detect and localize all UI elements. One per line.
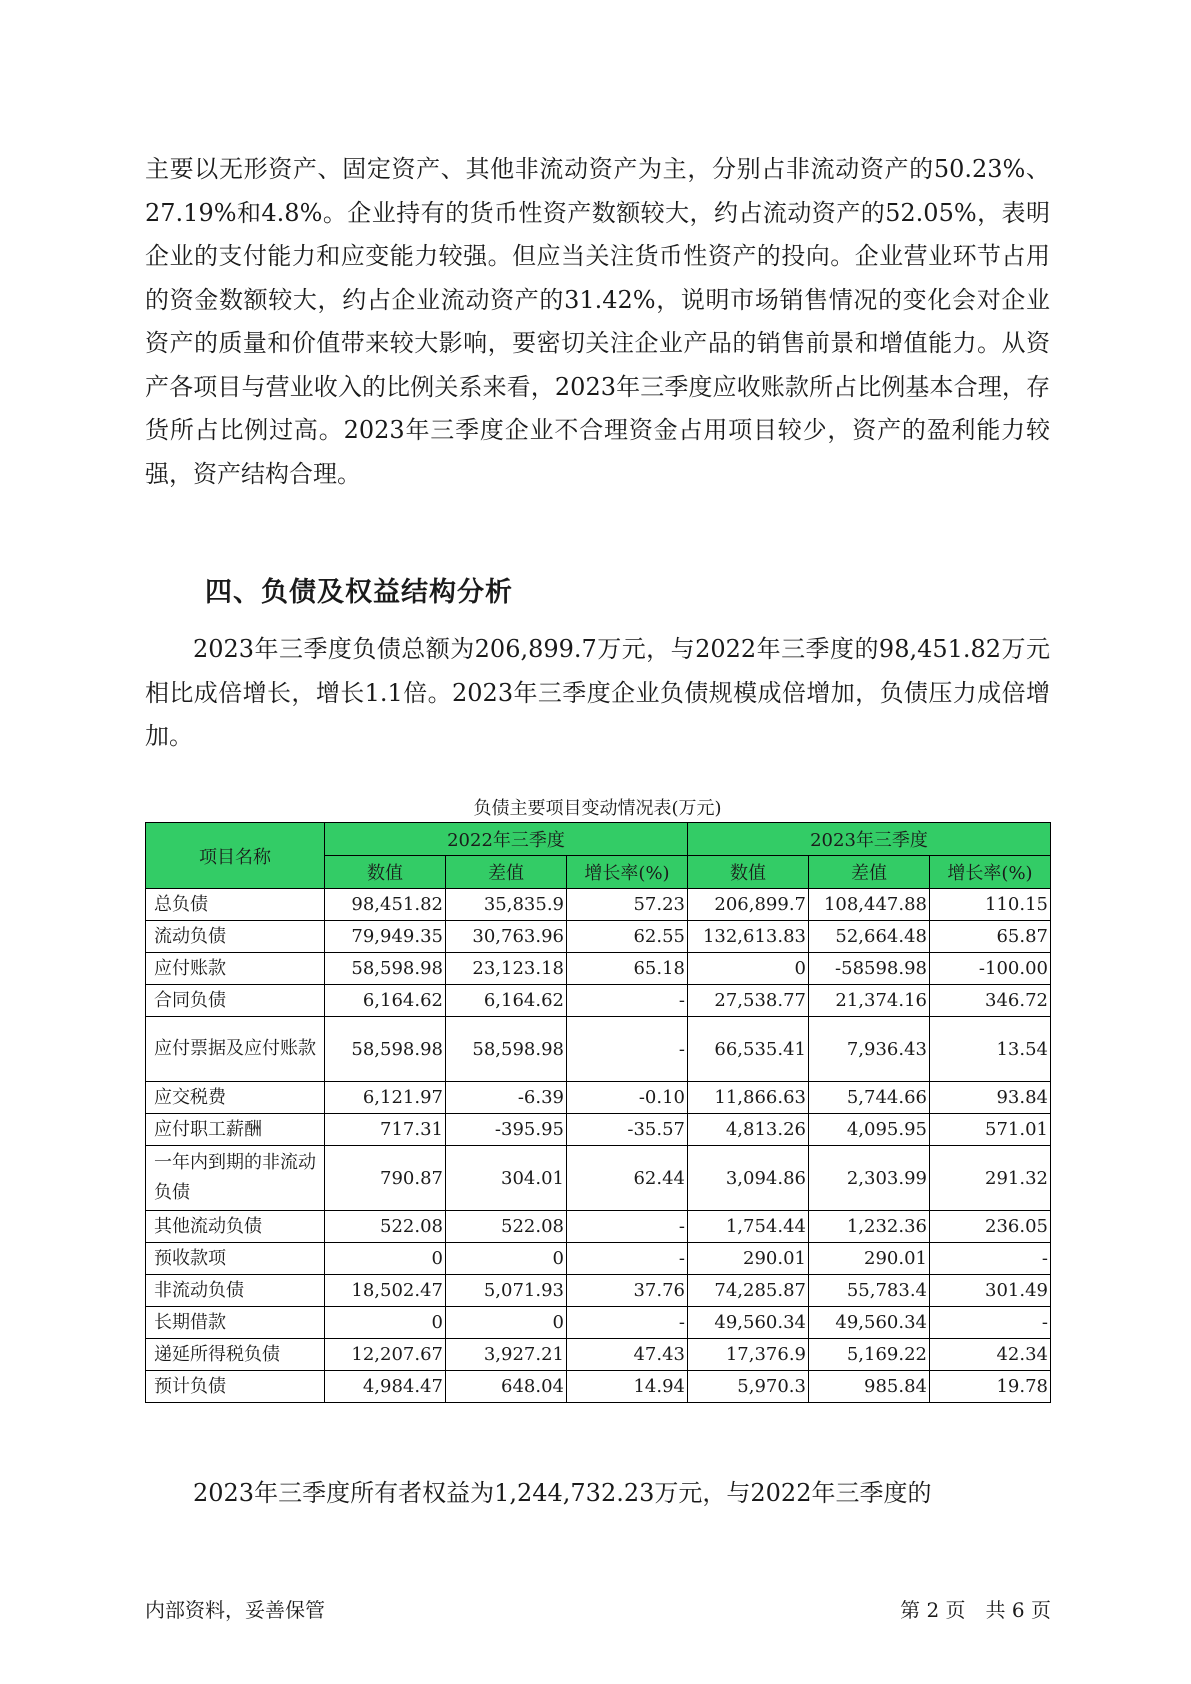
cell-diff-2023: 985.84 [809, 1371, 930, 1403]
cell-value-2022: 0 [325, 1307, 446, 1339]
cell-diff-2022: 0 [446, 1307, 567, 1339]
cell-growth-2022: 37.76 [567, 1275, 688, 1307]
cell-growth-2023: 19.78 [930, 1371, 1051, 1403]
cell-diff-2022: 522.08 [446, 1211, 567, 1243]
cell-value-2023: 74,285.87 [688, 1275, 809, 1307]
row-name: 预收款项 [146, 1243, 325, 1275]
cell-diff-2023: 2,303.99 [809, 1146, 930, 1211]
table-row [146, 921, 1051, 953]
cell-growth-2022: 57.23 [567, 889, 688, 921]
cell-diff-2023: 49,560.34 [809, 1307, 930, 1339]
table-row [146, 1243, 1051, 1275]
cell-value-2022: 522.08 [325, 1211, 446, 1243]
cell-growth-2023: 65.87 [930, 921, 1051, 953]
header-item-name: 项目名称 [146, 823, 325, 889]
cell-growth-2022: 14.94 [567, 1371, 688, 1403]
table-row [146, 889, 1051, 921]
row-name: 一年内到期的非流动负债 [146, 1146, 325, 1211]
cell-value-2023: 3,094.86 [688, 1146, 809, 1211]
row-name: 非流动负债 [146, 1275, 325, 1307]
row-name: 应付账款 [146, 953, 325, 985]
header-year-2023: 2023年三季度 [688, 823, 1051, 856]
liabilities-change-table [145, 822, 1051, 1403]
row-name: 预计负债 [146, 1371, 325, 1403]
cell-value-2022: 790.87 [325, 1146, 446, 1211]
cell-diff-2022: 648.04 [446, 1371, 567, 1403]
cell-growth-2023: -100.00 [930, 953, 1051, 985]
table-row [146, 1211, 1051, 1243]
cell-growth-2022: - [567, 1307, 688, 1339]
body-paragraph-asset-structure: 主要以无形资产、固定资产、其他非流动资产为主，分别占非流动资产的50.23%、27.19%和4.8%。企业持有的货币性资产数额较大，约占流动资产的52.05%，表明企业的支付能力和应变能力较强。但应当关注货币性资产的投向。企业营业环节占用的资金数额较大，约占企业流动资产的31.42%，说明市场销售情况的变化会对企业资产的质量和价值带来较大影响，要密切关注企业产品的销售前景和增值能力。从资产各项目与营业收入的比例关系来看，2023年三季度应收账款所占比例基本合理，存货所占比例过高。2023年三季度企业不合理资金占用项目较少，资产的盈利能力较强，资产结构合理。 [145, 155, 1050, 488]
cell-value-2022: 6,121.97 [325, 1082, 446, 1114]
table-row [146, 1114, 1051, 1146]
header-year-2022: 2022年三季度 [325, 823, 688, 856]
cell-diff-2022: 58,598.98 [446, 1017, 567, 1082]
table-row [146, 1307, 1051, 1339]
cell-growth-2022: 62.44 [567, 1146, 688, 1211]
cell-growth-2022: 65.18 [567, 953, 688, 985]
table-header-row-top [146, 823, 1051, 856]
cell-growth-2023: 301.49 [930, 1275, 1051, 1307]
table-row [146, 1275, 1051, 1307]
cell-growth-2023: 13.54 [930, 1017, 1051, 1082]
cell-diff-2022: 5,071.93 [446, 1275, 567, 1307]
cell-growth-2022: - [567, 1017, 688, 1082]
row-name: 其他流动负债 [146, 1211, 325, 1243]
cell-value-2022: 6,164.62 [325, 985, 446, 1017]
cell-diff-2023: 21,374.16 [809, 985, 930, 1017]
cell-value-2023: 27,538.77 [688, 985, 809, 1017]
cell-value-2022: 98,451.82 [325, 889, 446, 921]
cell-growth-2022: 47.43 [567, 1339, 688, 1371]
footer-page-number: 第 2 页 共 6 页 [900, 1598, 1051, 1622]
cell-growth-2022: - [567, 1211, 688, 1243]
cell-value-2023: 290.01 [688, 1243, 809, 1275]
cell-value-2023: 5,970.3 [688, 1371, 809, 1403]
cell-value-2023: 49,560.34 [688, 1307, 809, 1339]
cell-diff-2023: 52,664.48 [809, 921, 930, 953]
cell-value-2023: 4,813.26 [688, 1114, 809, 1146]
table-row [146, 1146, 1051, 1211]
cell-value-2022: 0 [325, 1243, 446, 1275]
cell-value-2022: 12,207.67 [325, 1339, 446, 1371]
cell-growth-2023: - [930, 1307, 1051, 1339]
header-value-2023: 数值 [688, 856, 809, 889]
cell-diff-2022: -6.39 [446, 1082, 567, 1114]
body-paragraph-owner-equity: 2023年三季度所有者权益为1,244,732.23万元，与2022年三季度的 [193, 1479, 932, 1507]
header-value-2022: 数值 [325, 856, 446, 889]
header-diff-2022: 差值 [446, 856, 567, 889]
cell-growth-2022: - [567, 1243, 688, 1275]
cell-value-2022: 4,984.47 [325, 1371, 446, 1403]
cell-value-2023: 17,376.9 [688, 1339, 809, 1371]
cell-diff-2022: -395.95 [446, 1114, 567, 1146]
cell-growth-2022: 62.55 [567, 921, 688, 953]
row-name: 长期借款 [146, 1307, 325, 1339]
cell-growth-2023: 346.72 [930, 985, 1051, 1017]
footer-confidential-note: 内部资料，妥善保管 [145, 1598, 325, 1622]
cell-value-2023: 1,754.44 [688, 1211, 809, 1243]
cell-value-2022: 18,502.47 [325, 1275, 446, 1307]
cell-value-2023: 66,535.41 [688, 1017, 809, 1082]
row-name: 合同负债 [146, 985, 325, 1017]
header-growth-2023: 增长率(%) [930, 856, 1051, 889]
cell-diff-2023: 1,232.36 [809, 1211, 930, 1243]
row-name: 应付职工薪酬 [146, 1114, 325, 1146]
cell-value-2023: 132,613.83 [688, 921, 809, 953]
table-body [146, 889, 1051, 1403]
row-name: 递延所得税负债 [146, 1339, 325, 1371]
cell-diff-2023: -58598.98 [809, 953, 930, 985]
cell-diff-2022: 6,164.62 [446, 985, 567, 1017]
cell-growth-2022: - [567, 985, 688, 1017]
cell-growth-2023: 236.05 [930, 1211, 1051, 1243]
header-diff-2023: 差值 [809, 856, 930, 889]
cell-value-2023: 11,866.63 [688, 1082, 809, 1114]
cell-value-2023: 206,899.7 [688, 889, 809, 921]
header-growth-2022: 增长率(%) [567, 856, 688, 889]
table-row [146, 1082, 1051, 1114]
row-name: 应交税费 [146, 1082, 325, 1114]
cell-growth-2023: 110.15 [930, 889, 1051, 921]
row-name: 总负债 [146, 889, 325, 921]
cell-diff-2023: 5,169.22 [809, 1339, 930, 1371]
cell-value-2022: 717.31 [325, 1114, 446, 1146]
cell-diff-2023: 290.01 [809, 1243, 930, 1275]
cell-diff-2023: 5,744.66 [809, 1082, 930, 1114]
table-row [146, 1017, 1051, 1082]
cell-diff-2023: 4,095.95 [809, 1114, 930, 1146]
cell-diff-2022: 3,927.21 [446, 1339, 567, 1371]
table-row [146, 1371, 1051, 1403]
cell-diff-2022: 23,123.18 [446, 953, 567, 985]
cell-diff-2022: 35,835.9 [446, 889, 567, 921]
table-row [146, 1339, 1051, 1371]
table-row [146, 985, 1051, 1017]
table-row [146, 953, 1051, 985]
table-caption: 负债主要项目变动情况表(万元) [473, 798, 722, 819]
body-paragraph-liabilities-total: 2023年三季度负债总额为206,899.7万元，与2022年三季度的98,451.82万元相比成倍增长，增长1.1倍。2023年三季度企业负债规模成倍增加，负债压力成倍增加。 [145, 635, 1050, 750]
cell-growth-2023: 93.84 [930, 1082, 1051, 1114]
cell-growth-2023: - [930, 1243, 1051, 1275]
cell-growth-2023: 571.01 [930, 1114, 1051, 1146]
cell-diff-2023: 7,936.43 [809, 1017, 930, 1082]
cell-value-2022: 58,598.98 [325, 953, 446, 985]
cell-diff-2022: 0 [446, 1243, 567, 1275]
row-name: 流动负债 [146, 921, 325, 953]
cell-growth-2022: -0.10 [567, 1082, 688, 1114]
cell-diff-2023: 108,447.88 [809, 889, 930, 921]
row-name: 应付票据及应付账款 [146, 1017, 325, 1082]
cell-value-2022: 79,949.35 [325, 921, 446, 953]
cell-diff-2022: 30,763.96 [446, 921, 567, 953]
cell-growth-2023: 42.34 [930, 1339, 1051, 1371]
section-heading-liabilities-equity: 四、负债及权益结构分析 [205, 577, 513, 608]
cell-value-2023: 0 [688, 953, 809, 985]
cell-value-2022: 58,598.98 [325, 1017, 446, 1082]
cell-growth-2022: -35.57 [567, 1114, 688, 1146]
cell-growth-2023: 291.32 [930, 1146, 1051, 1211]
cell-diff-2023: 55,783.4 [809, 1275, 930, 1307]
cell-diff-2022: 304.01 [446, 1146, 567, 1211]
